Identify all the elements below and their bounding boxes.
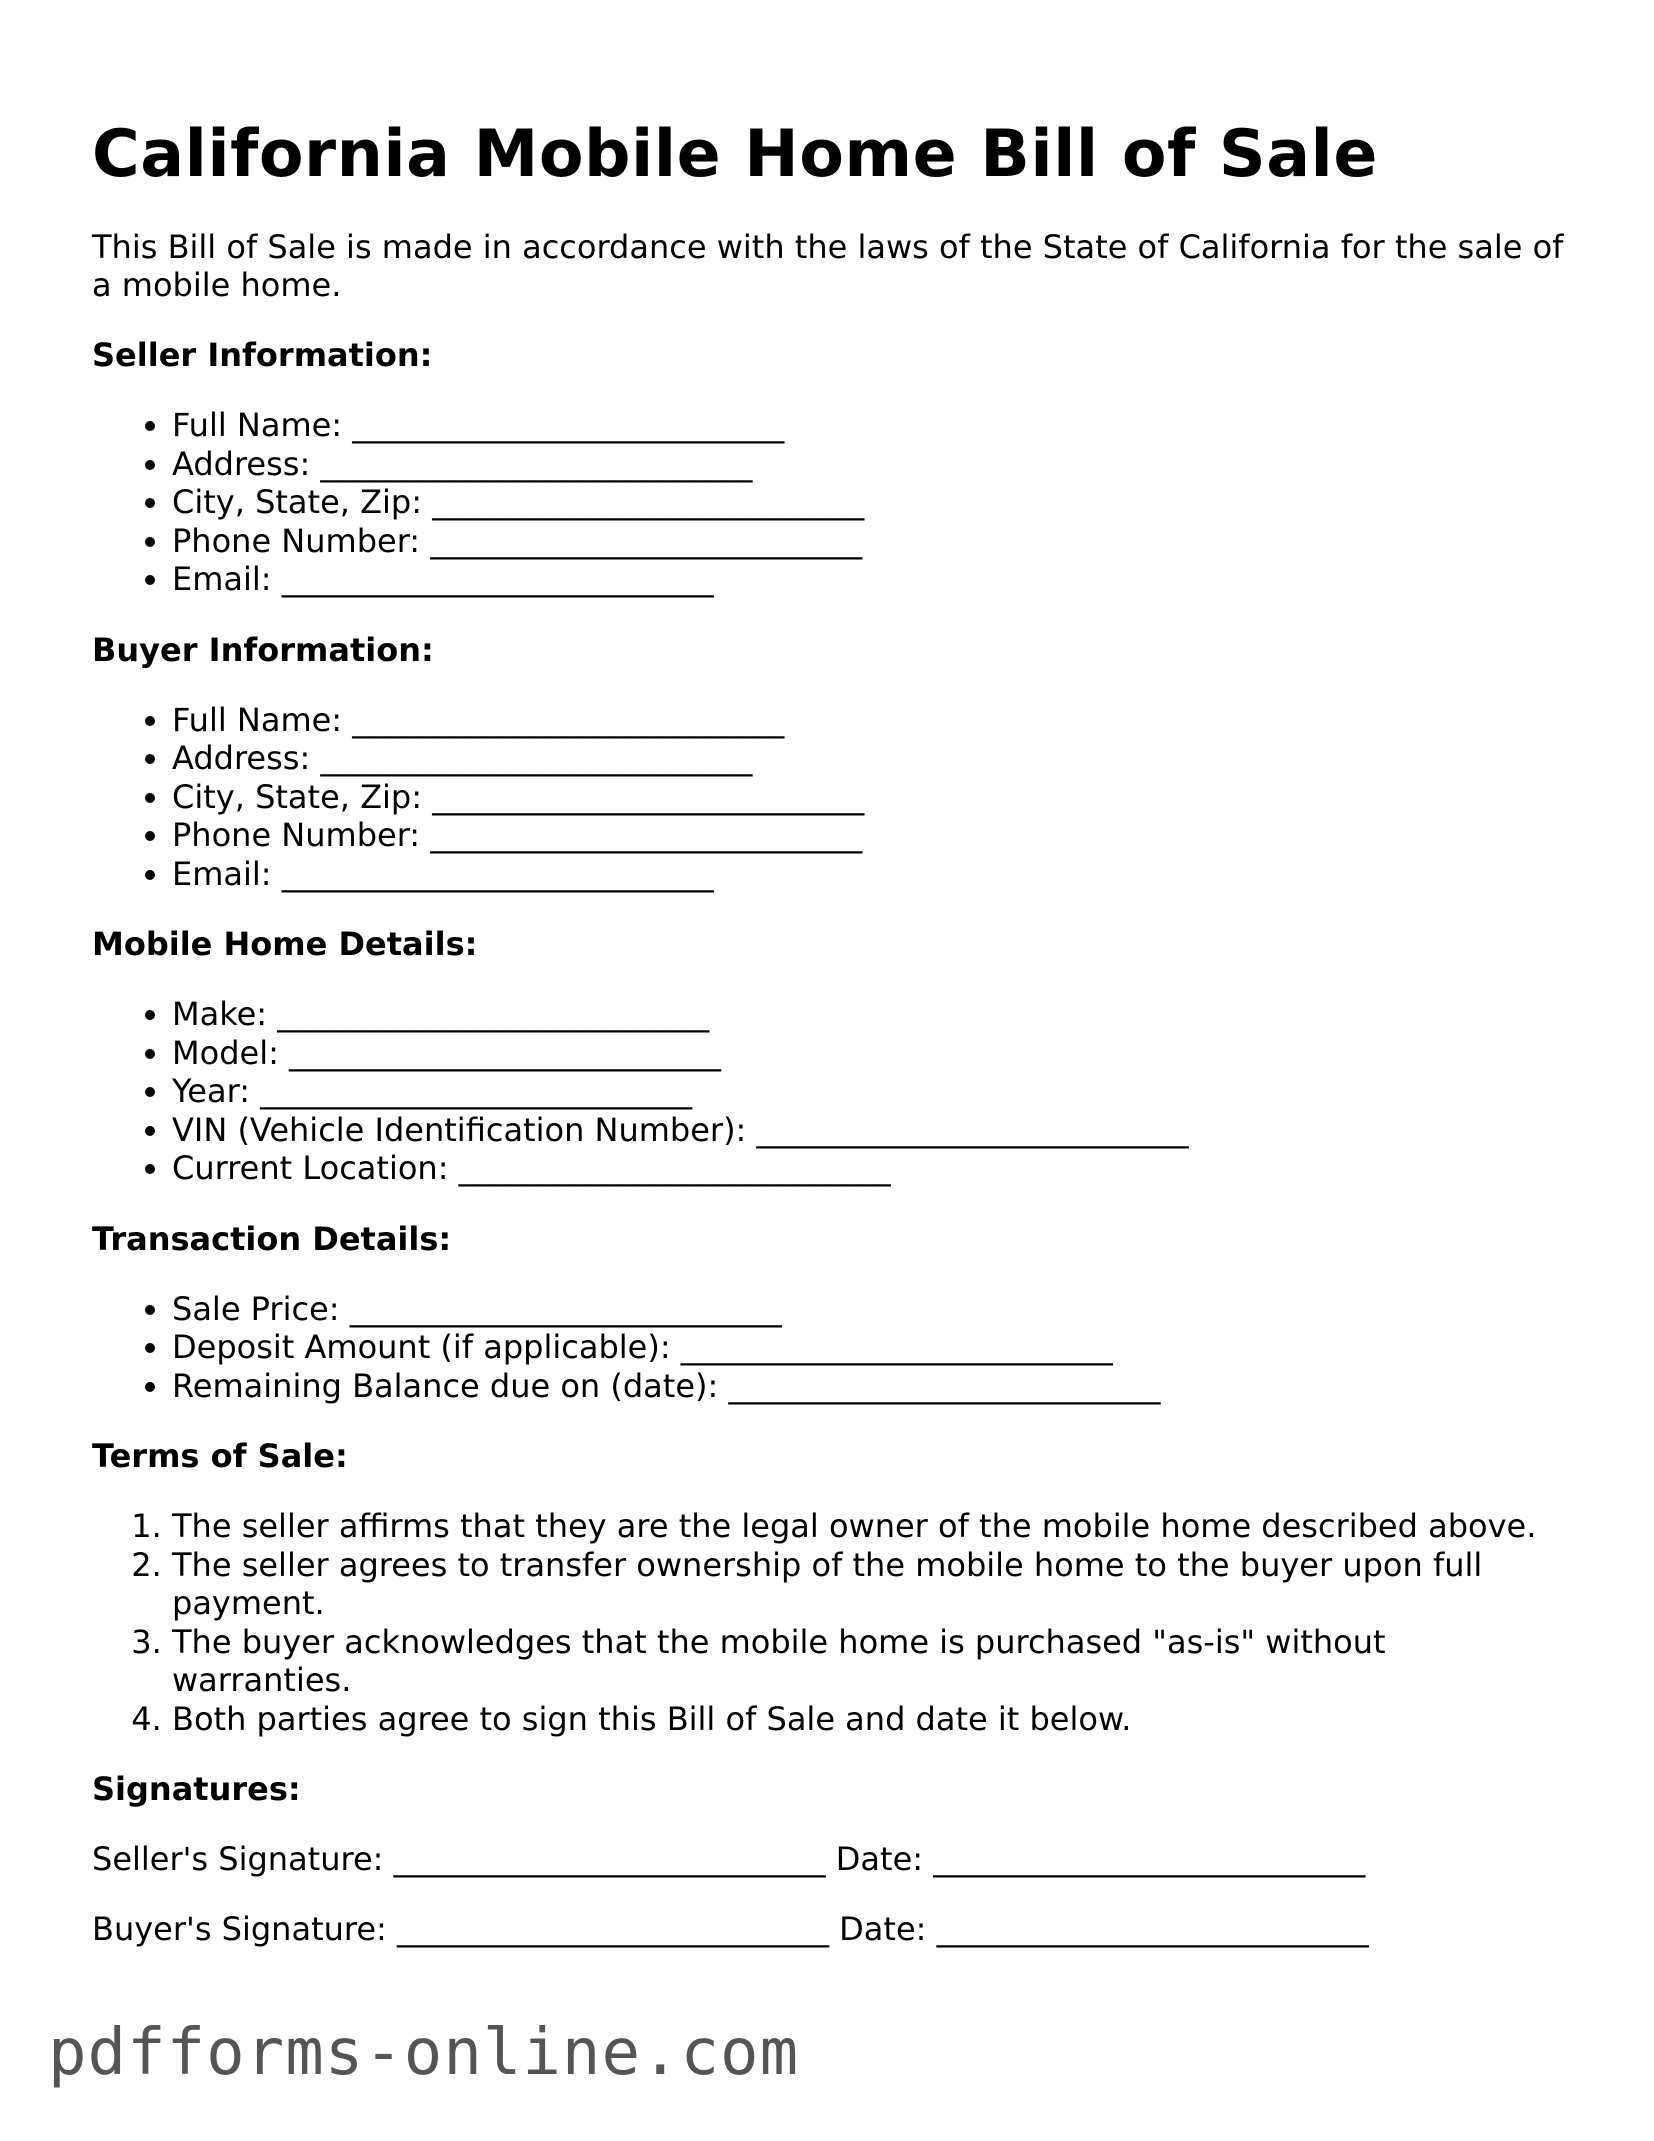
seller-heading: Seller Information: <box>92 336 433 374</box>
buyer-heading: Buyer Information: <box>92 630 434 669</box>
deposit-amount-field: • Deposit Amount (if applicable): ___________________________ <box>172 1328 1572 1367</box>
terms-heading: Terms of Sale: <box>92 1437 348 1475</box>
document-title: California Mobile Home Bill of Sale <box>92 117 1378 192</box>
seller-address-field: • Address: ___________________________ <box>172 445 1572 484</box>
buyer-address-field: • Address: ___________________________ <box>172 739 1572 778</box>
vin-field: • VIN (Vehicle Identification Number): ___________________________ <box>172 1111 1572 1150</box>
term-item: 1. The seller affirms that they are the legal owner of the mobile home described above. <box>172 1507 1572 1546</box>
terms-list <box>92 1507 1572 1738</box>
remaining-balance-field: • Remaining Balance due on (date): ___________________________ <box>172 1367 1572 1406</box>
intro-paragraph: This Bill of Sale is made in accordance with the laws of the State of California for the sale of a mobile home. <box>92 228 1564 304</box>
site-watermark: pdfforms-online.com <box>48 2016 800 2090</box>
model-field: • Model: ___________________________ <box>172 1034 1572 1073</box>
term-item: 4. Both parties agree to sign this Bill of Sale and date it below. <box>172 1700 1572 1739</box>
seller-city-state-zip-field: • City, State, Zip: ___________________________ <box>172 483 1572 522</box>
seller-signature-line: Seller's Signature: ___________________________ Date: ___________________________ <box>92 1840 1366 1878</box>
seller-full-name-field: • Full Name: ___________________________ <box>172 406 1572 445</box>
transaction-heading: Transaction Details: <box>92 1219 452 1258</box>
buyer-city-state-zip-field: • City, State, Zip: ___________________________ <box>172 778 1572 817</box>
sale-price-field: • Sale Price: ___________________________ <box>172 1290 1572 1329</box>
buyer-email-field: • Email: ___________________________ <box>172 855 1572 894</box>
document-page <box>92 110 1572 1948</box>
seller-email-field: • Email: ___________________________ <box>172 560 1572 599</box>
mobile-home-fields <box>92 995 1572 1188</box>
buyer-full-name-field: • Full Name: ___________________________ <box>172 701 1572 740</box>
buyer-signature-line: Buyer's Signature: ___________________________ Date: ___________________________ <box>92 1910 1369 1948</box>
seller-phone-field: • Phone Number: ___________________________ <box>172 522 1572 561</box>
signatures-heading: Signatures: <box>92 1770 301 1808</box>
current-location-field: • Current Location: ___________________________ <box>172 1149 1572 1188</box>
term-item: 2. The seller agrees to transfer ownership of the mobile home to the buyer upon full payment. <box>172 1546 1572 1623</box>
mobile-home-heading: Mobile Home Details: <box>92 925 478 963</box>
buyer-fields <box>92 701 1572 894</box>
buyer-phone-field: • Phone Number: ___________________________ <box>172 816 1572 855</box>
make-field: • Make: ___________________________ <box>172 995 1572 1034</box>
seller-fields <box>92 406 1572 599</box>
transaction-fields <box>92 1290 1572 1406</box>
term-item: 3. The buyer acknowledges that the mobile home is purchased "as-is" without warranties. <box>172 1623 1572 1700</box>
year-field: • Year: ___________________________ <box>172 1072 1572 1111</box>
